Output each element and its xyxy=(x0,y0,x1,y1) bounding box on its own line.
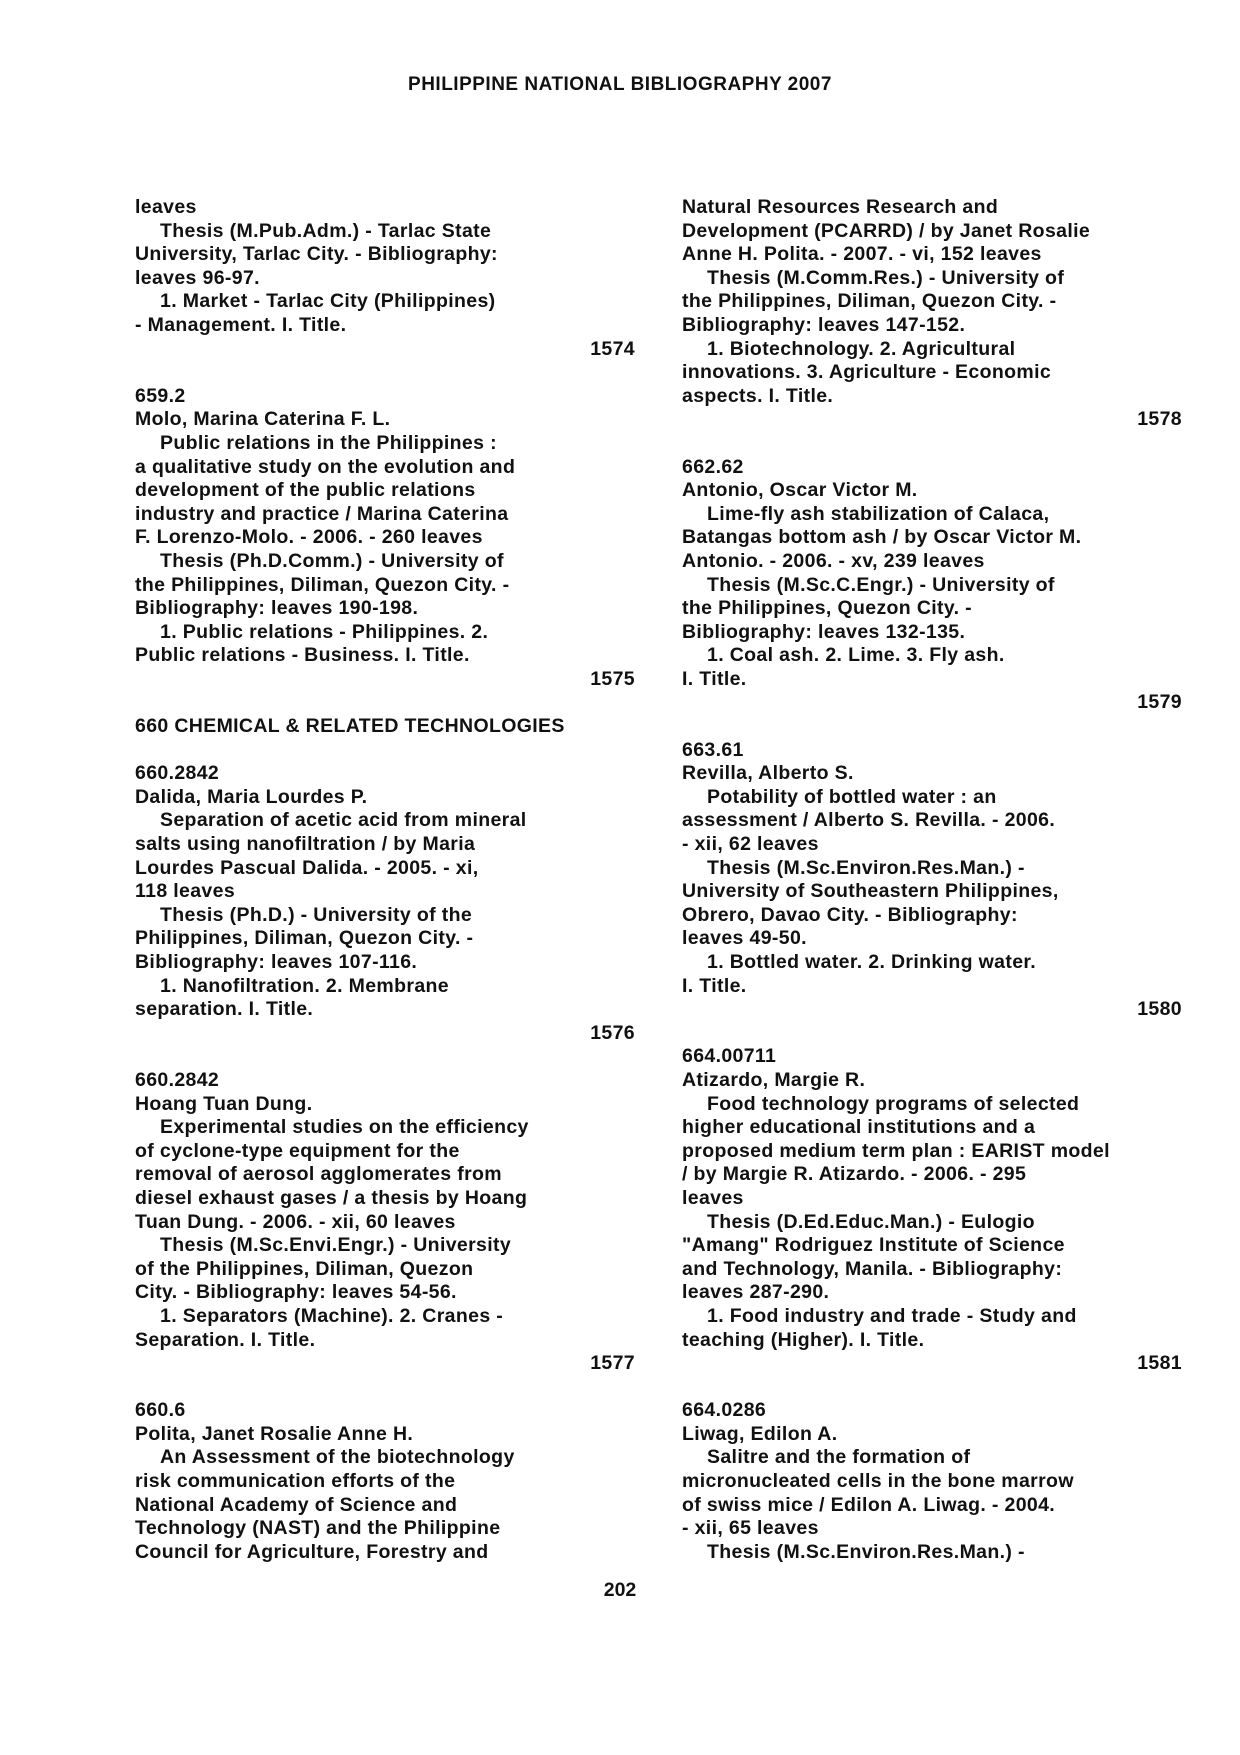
spacer xyxy=(135,739,635,763)
entry-line: Philippines, Diliman, Quezon City. - xyxy=(135,927,474,950)
entry-line: 660.2842 xyxy=(135,762,220,785)
entry-line: 664.0286 xyxy=(682,1399,767,1422)
spacer xyxy=(682,715,1182,739)
entry-line: leaves 96-97. xyxy=(135,266,260,289)
entry-line: Antonio, Oscar Victor M. xyxy=(682,479,918,502)
entry-line: innovations. 3. Agriculture - Economic xyxy=(682,361,1052,384)
entry-line: salts using nanofiltration / by Maria xyxy=(135,833,476,856)
entry-number: 1577 xyxy=(590,1352,635,1375)
page-number: 202 xyxy=(603,1579,637,1601)
entry-line: 660 CHEMICAL & RELATED TECHNOLOGIES xyxy=(135,715,565,738)
entry-line-indented: Public relations in the Philippines : xyxy=(160,431,497,454)
entry-line: 659.2 xyxy=(135,384,186,407)
entry-line: F. Lorenzo-Molo. - 2006. - 260 leaves xyxy=(135,526,483,549)
spacer xyxy=(135,1376,635,1400)
entry-line: Hoang Tuan Dung. xyxy=(135,1092,313,1115)
entry-line-indented: 1. Biotechnology. 2. Agricultural xyxy=(707,337,1016,360)
entry-line: University of Southeastern Philippines, xyxy=(682,880,1059,903)
entry-line: teaching (Higher). I. Title. xyxy=(682,1328,925,1351)
entry-line: - xii, 62 leaves xyxy=(682,833,819,856)
entry-line: the Philippines, Quezon City. - xyxy=(682,597,973,620)
entry-line: the Philippines, Diliman, Quezon City. - xyxy=(135,573,510,596)
page-header-title: PHILIPPINE NATIONAL BIBLIOGRAPHY 2007 xyxy=(408,74,832,95)
entry-line: Molo, Marina Caterina F. L. xyxy=(135,408,391,431)
entry-line: Separation. I. Title. xyxy=(135,1328,316,1351)
entry-line-indented: 1. Market - Tarlac City (Philippines) xyxy=(160,290,496,313)
entry-line: proposed medium term plan : EARIST model xyxy=(682,1139,1110,1162)
entry-line: Dalida, Maria Lourdes P. xyxy=(135,785,368,808)
entry-line-indented: Thesis (Ph.D.Comm.) - University of xyxy=(160,549,504,572)
entry-line: Polita, Janet Rosalie Anne H. xyxy=(135,1422,414,1445)
entry-line: higher educational institutions and a xyxy=(682,1116,1036,1139)
entry-line: Liwag, Edilon A. xyxy=(682,1422,838,1445)
entry-line: leaves 49-50. xyxy=(682,927,807,950)
entry-line: "Amang" Rodriguez Institute of Science xyxy=(682,1234,1065,1257)
entry-line: 664.00711 xyxy=(682,1045,777,1068)
entry-line-indented: 1. Coal ash. 2. Lime. 3. Fly ash. xyxy=(707,644,1005,667)
spacer xyxy=(682,1022,1182,1046)
entry-line: leaves xyxy=(682,1186,744,1209)
entry-line: diesel exhaust gases / a thesis by Hoang xyxy=(135,1186,528,1209)
entry-line: Bibliography: leaves 190-198. xyxy=(135,597,419,620)
entry-line: Obrero, Davao City. - Bibliography: xyxy=(682,903,1018,926)
entry-line-indented: Food technology programs of selected xyxy=(707,1092,1080,1115)
entry-line: separation. I. Title. xyxy=(135,998,314,1021)
entry-line: Council for Agriculture, Forestry and xyxy=(135,1540,489,1563)
entry-line-indented: 1. Separators (Machine). 2. Cranes - xyxy=(160,1304,504,1327)
entry-line: aspects. I. Title. xyxy=(682,384,834,407)
entry-line: of swiss mice / Edilon A. Liwag. - 2004. xyxy=(682,1493,1056,1516)
entry-number: 1575 xyxy=(590,667,635,690)
entry-line: 662.62 xyxy=(682,455,744,478)
entry-line: I. Title. xyxy=(682,667,747,690)
entry-line-indented: Potability of bottled water : an xyxy=(707,785,997,808)
spacer xyxy=(682,432,1182,456)
entry-line: - xii, 65 leaves xyxy=(682,1517,819,1540)
entry-line: industry and practice / Marina Caterina xyxy=(135,502,509,525)
entry-line: / by Margie R. Atizardo. - 2006. - 295 xyxy=(682,1163,1027,1186)
entry-line: 660.6 xyxy=(135,1399,186,1422)
entry-number: 1576 xyxy=(590,1021,635,1044)
right-column xyxy=(682,196,1182,1564)
entry-line-indented: Thesis (M.Pub.Adm.) - Tarlac State xyxy=(160,219,492,242)
entry-line-indented: Thesis (M.Comm.Res.) - University of xyxy=(707,266,1065,289)
entry-line: 660.2842 xyxy=(135,1068,220,1091)
entry-line: a qualitative study on the evolution and xyxy=(135,455,516,478)
entry-line: I. Title. xyxy=(682,974,747,997)
entry-number: 1581 xyxy=(1137,1352,1182,1375)
entry-line: leaves 287-290. xyxy=(682,1281,830,1304)
entry-line: City. - Bibliography: leaves 54-56. xyxy=(135,1281,457,1304)
entry-line: Public relations - Business. I. Title. xyxy=(135,644,470,667)
entry-line: leaves xyxy=(135,196,197,218)
spacer xyxy=(135,361,635,385)
entry-line-indented: 1. Public relations - Philippines. 2. xyxy=(160,620,489,643)
entry-line: and Technology, Manila. - Bibliography: xyxy=(682,1257,1063,1280)
entry-line-indented: 1. Bottled water. 2. Drinking water. xyxy=(707,951,1037,973)
entry-number: 1578 xyxy=(1137,408,1182,431)
entry-line: Natural Resources Research and xyxy=(682,196,999,218)
entry-line: Batangas bottom ash / by Oscar Victor M. xyxy=(682,526,1082,549)
entry-line: of cyclone-type equipment for the xyxy=(135,1139,460,1162)
entry-line: development of the public relations xyxy=(135,479,476,502)
entry-line-indented: An Assessment of the biotechnology xyxy=(160,1446,515,1469)
entry-number: 1574 xyxy=(590,337,635,360)
entry-line: Development (PCARRD) / by Janet Rosalie xyxy=(682,219,1091,242)
entry-line: micronucleated cells in the bone marrow xyxy=(682,1470,1074,1493)
entry-line-indented: Experimental studies on the efficiency xyxy=(160,1116,529,1139)
entry-line: Antonio. - 2006. - xv, 239 leaves xyxy=(682,549,985,572)
spacer xyxy=(135,1045,635,1069)
entry-line: National Academy of Science and xyxy=(135,1493,458,1516)
entry-line-indented: 1. Food industry and trade - Study and xyxy=(707,1304,1077,1327)
entry-line-indented: Separation of acetic acid from mineral xyxy=(160,809,527,832)
entry-line: Technology (NAST) and the Philippine xyxy=(135,1517,501,1540)
entry-line: of the Philippines, Diliman, Quezon xyxy=(135,1257,474,1280)
entry-line-indented: Thesis (M.Sc.C.Engr.) - University of xyxy=(707,573,1055,596)
entry-line-indented: Thesis (D.Ed.Educ.Man.) - Eulogio xyxy=(707,1210,1035,1233)
entry-number: 1579 xyxy=(1137,691,1182,714)
entry-line: risk communication efforts of the xyxy=(135,1470,456,1493)
entry-line: the Philippines, Diliman, Quezon City. - xyxy=(682,290,1057,313)
entry-line-indented: Thesis (Ph.D.) - University of the xyxy=(160,903,473,926)
entry-line: Anne H. Polita. - 2007. - vi, 152 leaves xyxy=(682,243,1042,266)
entry-line-indented: Thesis (M.Sc.Envi.Engr.) - University xyxy=(160,1234,512,1257)
entry-line-indented: Salitre and the formation of xyxy=(707,1446,971,1469)
entry-line: 118 leaves xyxy=(135,880,236,903)
spacer xyxy=(135,691,635,715)
entry-line: University, Tarlac City. - Bibliography: xyxy=(135,243,498,266)
entry-line: Revilla, Alberto S. xyxy=(682,762,854,785)
entry-number: 1580 xyxy=(1137,998,1182,1021)
entry-line: assessment / Alberto S. Revilla. - 2006. xyxy=(682,809,1056,832)
entry-line: Bibliography: leaves 132-135. xyxy=(682,620,966,643)
entry-line-indented: 1. Nanofiltration. 2. Membrane xyxy=(160,974,449,997)
left-column xyxy=(135,196,635,1564)
entry-line: 663.61 xyxy=(682,738,744,761)
entry-line: Tuan Dung. - 2006. - xii, 60 leaves xyxy=(135,1210,456,1233)
entry-line: Bibliography: leaves 147-152. xyxy=(682,313,966,336)
entry-line: - Management. I. Title. xyxy=(135,313,347,336)
entry-line-indented: Lime-fly ash stabilization of Calaca, xyxy=(707,502,1050,525)
entry-line: Bibliography: leaves 107-116. xyxy=(135,951,418,973)
entry-line: removal of aerosol agglomerates from xyxy=(135,1163,502,1186)
entry-line-indented: Thesis (M.Sc.Environ.Res.Man.) - xyxy=(707,856,1025,879)
entry-line: Lourdes Pascual Dalida. - 2005. - xi, xyxy=(135,856,479,879)
spacer xyxy=(682,1376,1182,1400)
entry-line-indented: Thesis (M.Sc.Environ.Res.Man.) - xyxy=(707,1540,1025,1563)
entry-line: Atizardo, Margie R. xyxy=(682,1068,866,1091)
